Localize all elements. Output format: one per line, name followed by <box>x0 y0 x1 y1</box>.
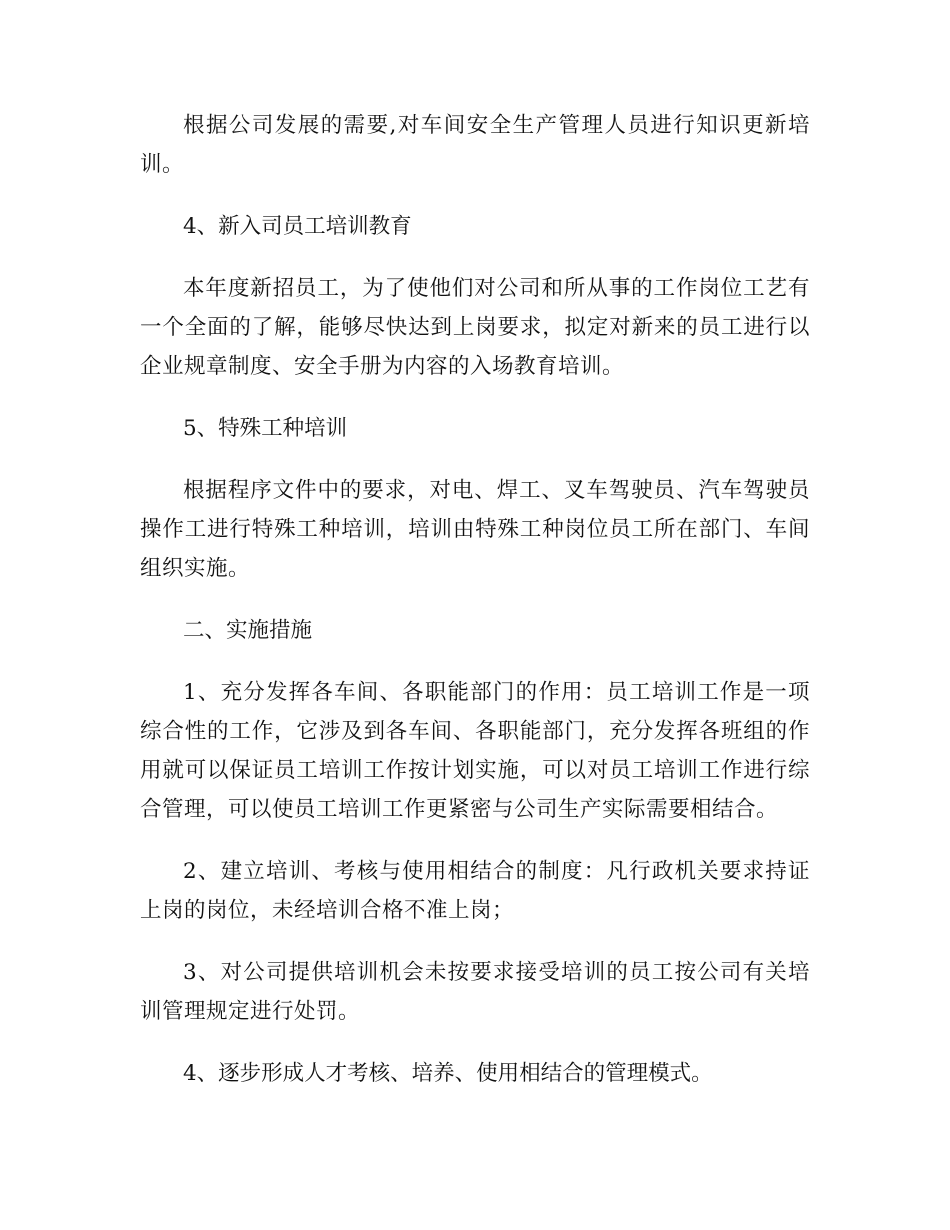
document-body <box>140 106 810 1116</box>
paragraph-measure-1: 1、充分发挥各车间、各职能部门的作用：员工培训工作是一项综合性的工作，它涉及到各车间、各职能部门，充分发挥各班组的作用就可以保证员工培训工作按计划实施，可以对员工培训工作进行综合管理，可以使员工培训工作更紧密与公司生产实际需要相结合。 <box>140 680 810 822</box>
paragraph-measure-3: 3、对公司提供培训机会未按要求接受培训的员工按公司有关培训管理规定进行处罚。 <box>140 960 810 1024</box>
heading-new-employee-training: 4、新入司员工培训教育 <box>183 214 412 239</box>
heading-special-job-training: 5、特殊工种培训 <box>183 416 348 441</box>
paragraph-measure-2: 2、建立培训、考核与使用相结合的制度：凡行政机关要求持证上岗的岗位，未经培训合格不准上岗； <box>140 859 810 923</box>
paragraph-knowledge-update-training: 根据公司发展的需要,对车间安全生产管理人员进行知识更新培训。 <box>140 113 810 177</box>
paragraph-measure-4: 4、逐步形成人才考核、培养、使用相结合的管理模式。 <box>183 1061 713 1086</box>
paragraph-new-employee-training: 本年度新招员工，为了使他们对公司和所从事的工作岗位工艺有一个全面的了解，能够尽快达到上岗要求，拟定对新来的员工进行以企业规章制度、安全手册为内容的入场教育培训。 <box>140 276 810 379</box>
heading-implementation-measures: 二、实施措施 <box>183 618 313 643</box>
paragraph-special-job-training: 根据程序文件中的要求，对电、焊工、叉车驾驶员、汽车驾驶员操作工进行特殊工种培训，培训由特殊工种岗位员工所在部门、车间组织实施。 <box>140 478 810 581</box>
